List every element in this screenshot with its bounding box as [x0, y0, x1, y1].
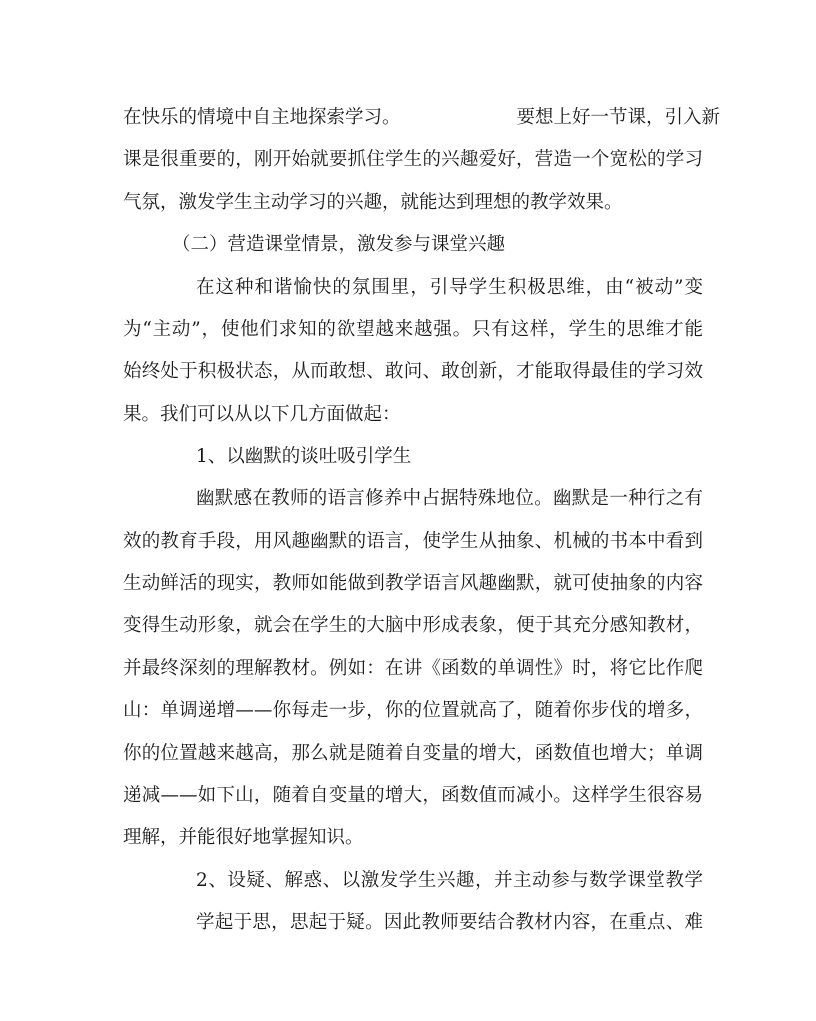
- body-line: 并最终深刻的理解教材。例如：在讲《函数的单调性》时，将它比作爬: [123, 658, 703, 679]
- body-line: 生动鲜活的现实，教师如能做到教学语言风趣幽默，就可使抽象的内容: [123, 573, 703, 594]
- subsection-heading: 1、以幽默的谈吐吸引学生: [196, 446, 412, 467]
- subsection-heading: 2、设疑、解惑、以激发学生兴趣，并主动参与数学课堂教学: [196, 870, 703, 891]
- body-line: 你的位置越来越高，那么就是随着自变量的增大，函数值也增大；单调: [123, 743, 703, 764]
- body-line: 在这种和谐愉快的氛围里，引导学生积极思维，由“被动”变: [196, 277, 703, 298]
- body-line: 递减——如下山，随着自变量的增大，函数值而减小。这样学生很容易: [123, 785, 703, 806]
- body-line: 效的教育手段，用风趣幽默的语言，使学生从抽象、机械的书本中看到: [123, 531, 703, 552]
- section-heading: （二）营造课堂情景，激发参与课堂兴趣: [172, 234, 506, 255]
- body-line: 山：单调递增——你每走一步，你的位置就高了，随着你步伐的增多，: [123, 700, 703, 721]
- body-text: 要想上好一节课，引入新: [516, 107, 721, 128]
- body-line: [123, 104, 721, 132]
- body-line: 课是很重要的，刚开始就要抓住学生的兴趣爱好，营造一个宽松的学习: [123, 149, 703, 170]
- body-line: 理解，并能很好地掌握知识。: [123, 827, 364, 848]
- body-line: 幽默感在教师的语言修养中占据特殊地位。幽默是一种行之有: [196, 488, 703, 509]
- body-line: 变得生动形象，就会在学生的大脑中形成表象，便于其充分感知教材，: [123, 615, 703, 636]
- body-line: 气氛，激发学生主动学习的兴趣，就能达到理想的教学效果。: [123, 192, 623, 213]
- body-line: 学起于思，思起于疑。因此教师要结合教材内容，在重点、难: [196, 912, 703, 933]
- body-line: 果。我们可以从以下几方面做起：: [123, 404, 401, 425]
- body-text: 在快乐的情境中自主地探索学习。: [123, 107, 401, 128]
- body-line: 始终处于积极状态，从而敢想、敢问、敢创新，才能取得最佳的学习效: [123, 361, 703, 382]
- body-line: 为“主动”，使他们求知的欲望越来越强。只有这样，学生的思维才能: [123, 319, 703, 340]
